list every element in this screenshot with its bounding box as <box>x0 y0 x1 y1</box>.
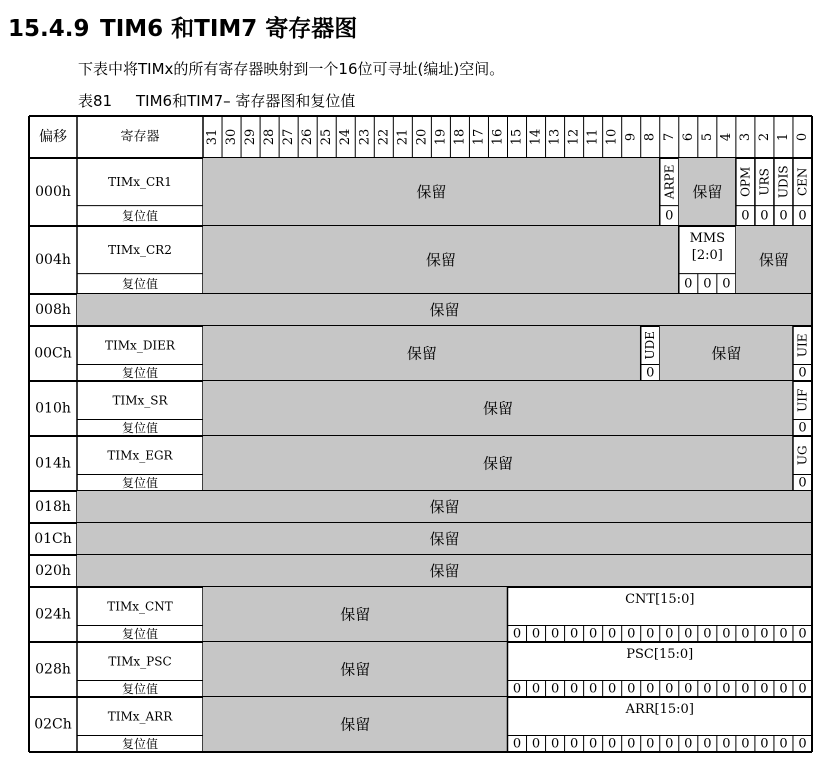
bit-field-label: OPM <box>738 166 753 197</box>
reset-value: 0 <box>798 420 807 436</box>
reserved-label: 保留 <box>482 454 513 473</box>
reset-value: 0 <box>589 626 598 642</box>
row-offset: 000h <box>35 184 71 200</box>
section-number: 15.4.9 <box>8 16 90 42</box>
reset-value: 0 <box>798 626 807 642</box>
register-name: TIMx_ARR <box>107 709 173 724</box>
reset-value: 0 <box>531 736 541 752</box>
bit-number: 2 <box>756 132 772 142</box>
reset-value-label: 复位值 <box>121 681 159 696</box>
bit-number: 21 <box>395 128 411 146</box>
bit-field-label: UDE <box>643 331 658 360</box>
reset-value: 0 <box>627 681 636 697</box>
bit-number: 30 <box>224 128 240 146</box>
bit-number: 7 <box>661 132 677 142</box>
reset-value: 0 <box>741 736 750 752</box>
section-title: TIM6 和TIM7 寄存器图 <box>100 16 358 42</box>
reset-value: 0 <box>627 626 636 642</box>
bit-field-label: ARR[15:0] <box>625 702 694 717</box>
bit-field-label: MMS [2:0] <box>689 231 726 263</box>
bit-number: 0 <box>794 132 810 142</box>
bit-number: 17 <box>471 128 487 146</box>
bit-number: 25 <box>319 128 335 146</box>
row-offset: 004h <box>35 252 71 268</box>
reserved-label: 保留 <box>429 498 460 516</box>
reset-value-label: 复位值 <box>121 365 159 380</box>
bit-number: 5 <box>699 132 715 142</box>
bit-number: 8 <box>642 132 658 142</box>
bit-number: 12 <box>566 128 582 146</box>
bit-field-label: PSC[15:0] <box>626 647 694 662</box>
reserved-label: 保留 <box>406 344 437 363</box>
reserved-label: 保留 <box>429 562 460 580</box>
reset-value: 0 <box>550 681 560 697</box>
reset-value: 0 <box>760 736 769 752</box>
reset-value-label: 复位值 <box>121 276 159 291</box>
reset-value: 0 <box>569 736 579 752</box>
reset-value: 0 <box>779 736 788 752</box>
bit-number: 4 <box>718 132 734 142</box>
reset-value: 0 <box>798 208 807 224</box>
row-offset: 028h <box>35 661 71 678</box>
reserved-label: 保留 <box>416 183 447 201</box>
reset-value: 0 <box>703 626 712 642</box>
reset-value: 0 <box>722 276 731 292</box>
reset-value: 0 <box>608 626 617 642</box>
reserved-label: 保留 <box>711 344 742 363</box>
bit-number: 23 <box>357 128 373 146</box>
bit-number: 27 <box>281 128 297 146</box>
reset-value: 0 <box>703 681 712 697</box>
reset-value: 0 <box>627 736 636 752</box>
bit-number: 28 <box>262 128 278 146</box>
header-offset: 偏移 <box>39 129 67 145</box>
bit-number: 1 <box>775 132 791 142</box>
row-offset: 010h <box>35 400 71 417</box>
reset-value: 0 <box>798 365 807 381</box>
bit-number: 6 <box>680 132 696 142</box>
bit-number: 20 <box>414 128 430 146</box>
table-number: 表81 <box>78 92 113 110</box>
reset-value: 0 <box>665 626 674 642</box>
register-name: TIMx_EGR <box>107 448 173 463</box>
reset-value: 0 <box>684 736 693 752</box>
reset-value: 0 <box>608 736 617 752</box>
reserved-label: 保留 <box>692 183 723 201</box>
reset-value: 0 <box>798 681 807 697</box>
reset-value: 0 <box>722 736 731 752</box>
bit-number: 31 <box>205 128 221 146</box>
reset-value: 0 <box>684 276 693 292</box>
reset-value: 0 <box>608 681 617 697</box>
row-offset: 02Ch <box>34 716 72 733</box>
row-offset: 008h <box>35 302 71 318</box>
reset-value: 0 <box>589 681 598 697</box>
reserved-label: 保留 <box>340 605 371 624</box>
reset-value: 0 <box>779 626 788 642</box>
reset-value-label: 复位值 <box>121 736 159 751</box>
row-offset: 01Ch <box>34 531 72 547</box>
reserved-label: 保留 <box>758 251 789 269</box>
reset-value: 0 <box>779 208 788 224</box>
bit-field-label: CNT[15:0] <box>625 592 695 607</box>
reset-value: 0 <box>703 276 712 292</box>
reset-value-label: 复位值 <box>121 626 159 641</box>
reset-value: 0 <box>569 681 579 697</box>
reset-value: 0 <box>798 736 807 752</box>
reset-value: 0 <box>703 736 712 752</box>
bit-field-label: UDIS <box>776 165 791 199</box>
row-offset: 020h <box>35 563 71 579</box>
bit-number: 13 <box>547 128 563 146</box>
reset-value: 0 <box>722 626 731 642</box>
bit-field-label: URS <box>757 168 772 196</box>
reserved-label: 保留 <box>429 530 460 548</box>
reset-value: 0 <box>741 626 750 642</box>
header-register: 寄存器 <box>120 129 160 145</box>
bit-number: 26 <box>300 128 316 146</box>
reset-value: 0 <box>531 626 541 642</box>
register-name: TIMx_SR <box>112 393 168 408</box>
reset-value-label: 复位值 <box>121 475 159 490</box>
reset-value: 0 <box>760 208 769 224</box>
register-name: TIMx_CR2 <box>108 242 172 257</box>
row-offset: 00Ch <box>34 345 72 362</box>
intro-paragraph: 下表中将TIMx的所有寄存器映射到一个16位可寻址(编址)空间。 <box>78 60 505 78</box>
bit-number: 24 <box>338 128 354 146</box>
bit-number: 29 <box>243 128 259 146</box>
bit-number: 22 <box>376 128 392 146</box>
bit-number: 15 <box>509 128 525 146</box>
reset-value: 0 <box>646 626 655 642</box>
reset-value: 0 <box>646 736 655 752</box>
reserved-label: 保留 <box>425 251 456 269</box>
bit-number: 9 <box>623 132 639 142</box>
bit-field-label: CEN <box>795 167 810 197</box>
row-offset: 014h <box>35 455 71 472</box>
reset-value: 0 <box>760 681 769 697</box>
reset-value: 0 <box>722 681 731 697</box>
bit-field-label: UIE <box>795 333 810 358</box>
register-name: TIMx_DIER <box>105 338 175 353</box>
reset-value: 0 <box>512 736 522 752</box>
reset-value: 0 <box>684 681 693 697</box>
reset-value-label: 复位值 <box>121 420 159 435</box>
reset-value: 0 <box>665 681 674 697</box>
bit-field-label: ARPE <box>662 164 677 200</box>
reset-value: 0 <box>665 208 674 224</box>
bit-number: 18 <box>452 128 468 146</box>
bit-number: 19 <box>433 128 449 146</box>
reset-value: 0 <box>550 736 560 752</box>
reset-value: 0 <box>569 626 579 642</box>
row-offset: 018h <box>35 499 71 515</box>
reset-value: 0 <box>665 736 674 752</box>
bit-number: 3 <box>737 132 753 142</box>
reset-value: 0 <box>550 626 560 642</box>
reset-value: 0 <box>779 681 788 697</box>
bit-number: 10 <box>604 128 620 146</box>
reserved-label: 保留 <box>340 715 371 734</box>
reset-value: 0 <box>512 681 522 697</box>
reset-value: 0 <box>684 626 693 642</box>
row-offset: 024h <box>35 606 71 623</box>
register-name: TIMx_CR1 <box>108 174 172 189</box>
reset-value: 0 <box>741 208 750 224</box>
reset-value: 0 <box>646 365 655 381</box>
reset-value: 0 <box>646 681 655 697</box>
reserved-label: 保留 <box>482 399 513 418</box>
bit-field-label: UIF <box>795 388 810 412</box>
register-name: TIMx_PSC <box>108 654 172 669</box>
reset-value: 0 <box>760 626 769 642</box>
reset-value: 0 <box>512 626 522 642</box>
reserved-label: 保留 <box>340 660 371 679</box>
bit-number: 14 <box>528 128 544 146</box>
reset-value-label: 复位值 <box>121 208 159 223</box>
reset-value: 0 <box>531 681 541 697</box>
reset-value: 0 <box>589 736 598 752</box>
register-name: TIMx_CNT <box>107 599 173 614</box>
reset-value: 0 <box>798 475 807 491</box>
reserved-label: 保留 <box>429 301 460 319</box>
bit-number: 11 <box>585 128 601 146</box>
bit-field-label: UG <box>795 445 810 466</box>
bit-number: 16 <box>490 128 506 146</box>
table-caption-text: TIM6和TIM7– 寄存器图和复位值 <box>136 92 356 110</box>
reset-value: 0 <box>741 681 750 697</box>
